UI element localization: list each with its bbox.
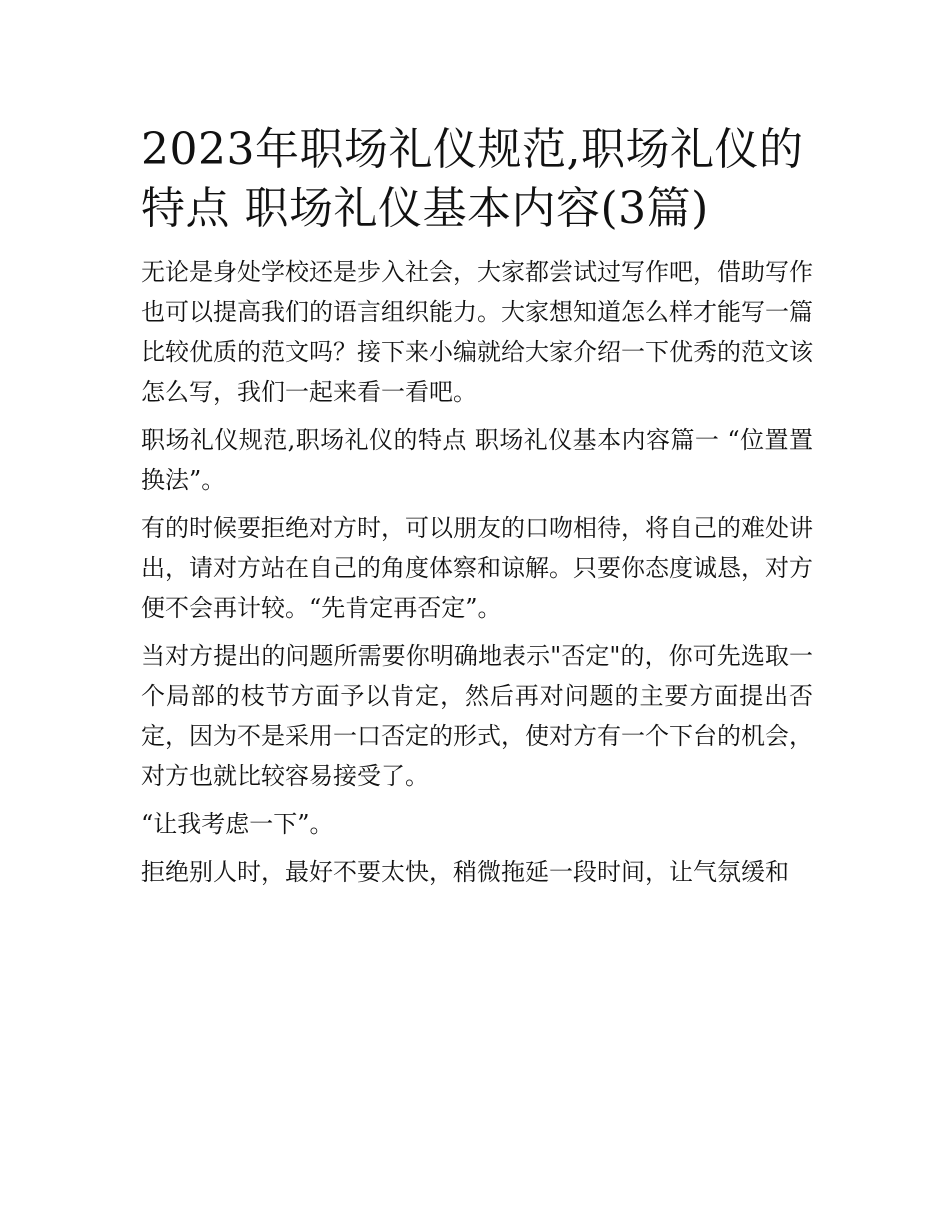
paragraph-section-heading: 职场礼仪规范,职场礼仪的特点 职场礼仪基本内容篇一 “位置置换法”。 xyxy=(141,426,813,494)
paragraph-position-swap: 有的时候要拒绝对方时，可以朋友的口吻相待，将自己的难处讲出，请对方站在自己的角度体察和谅解。只要你态度诚恳，对方便不会再计较。“先肯定再否定”。 xyxy=(141,514,813,622)
document-content xyxy=(141,120,813,892)
paragraph-affirm-then-deny: 当对方提出的问题所需要你明确地表示"否定"的，你可先选取一个局部的枝节方面予以肯定，然后再对问题的主要方面提出否定，因为不是采用一口否定的形式，使对方有一个下台的机会，对方也就比较容易接受了。 xyxy=(141,642,813,790)
document-title: 2023年职场礼仪规范,职场礼仪的特点 职场礼仪基本内容(3篇) xyxy=(141,124,804,234)
paragraph-delay-refusal: 拒绝别人时，最好不要太快，稍微拖延一段时间，让气氛缓和 xyxy=(141,858,789,886)
paragraph-let-me-consider: “让我考虑一下”。 xyxy=(141,810,334,838)
paragraph-intro: 无论是身处学校还是步入社会，大家都尝试过写作吧，借助写作也可以提高我们的语言组织能力。大家想知道怎么样才能写一篇比较优质的范文吗？接下来小编就给大家介绍一下优秀的范文该怎么写，我们一起来看一看吧。 xyxy=(141,258,813,406)
